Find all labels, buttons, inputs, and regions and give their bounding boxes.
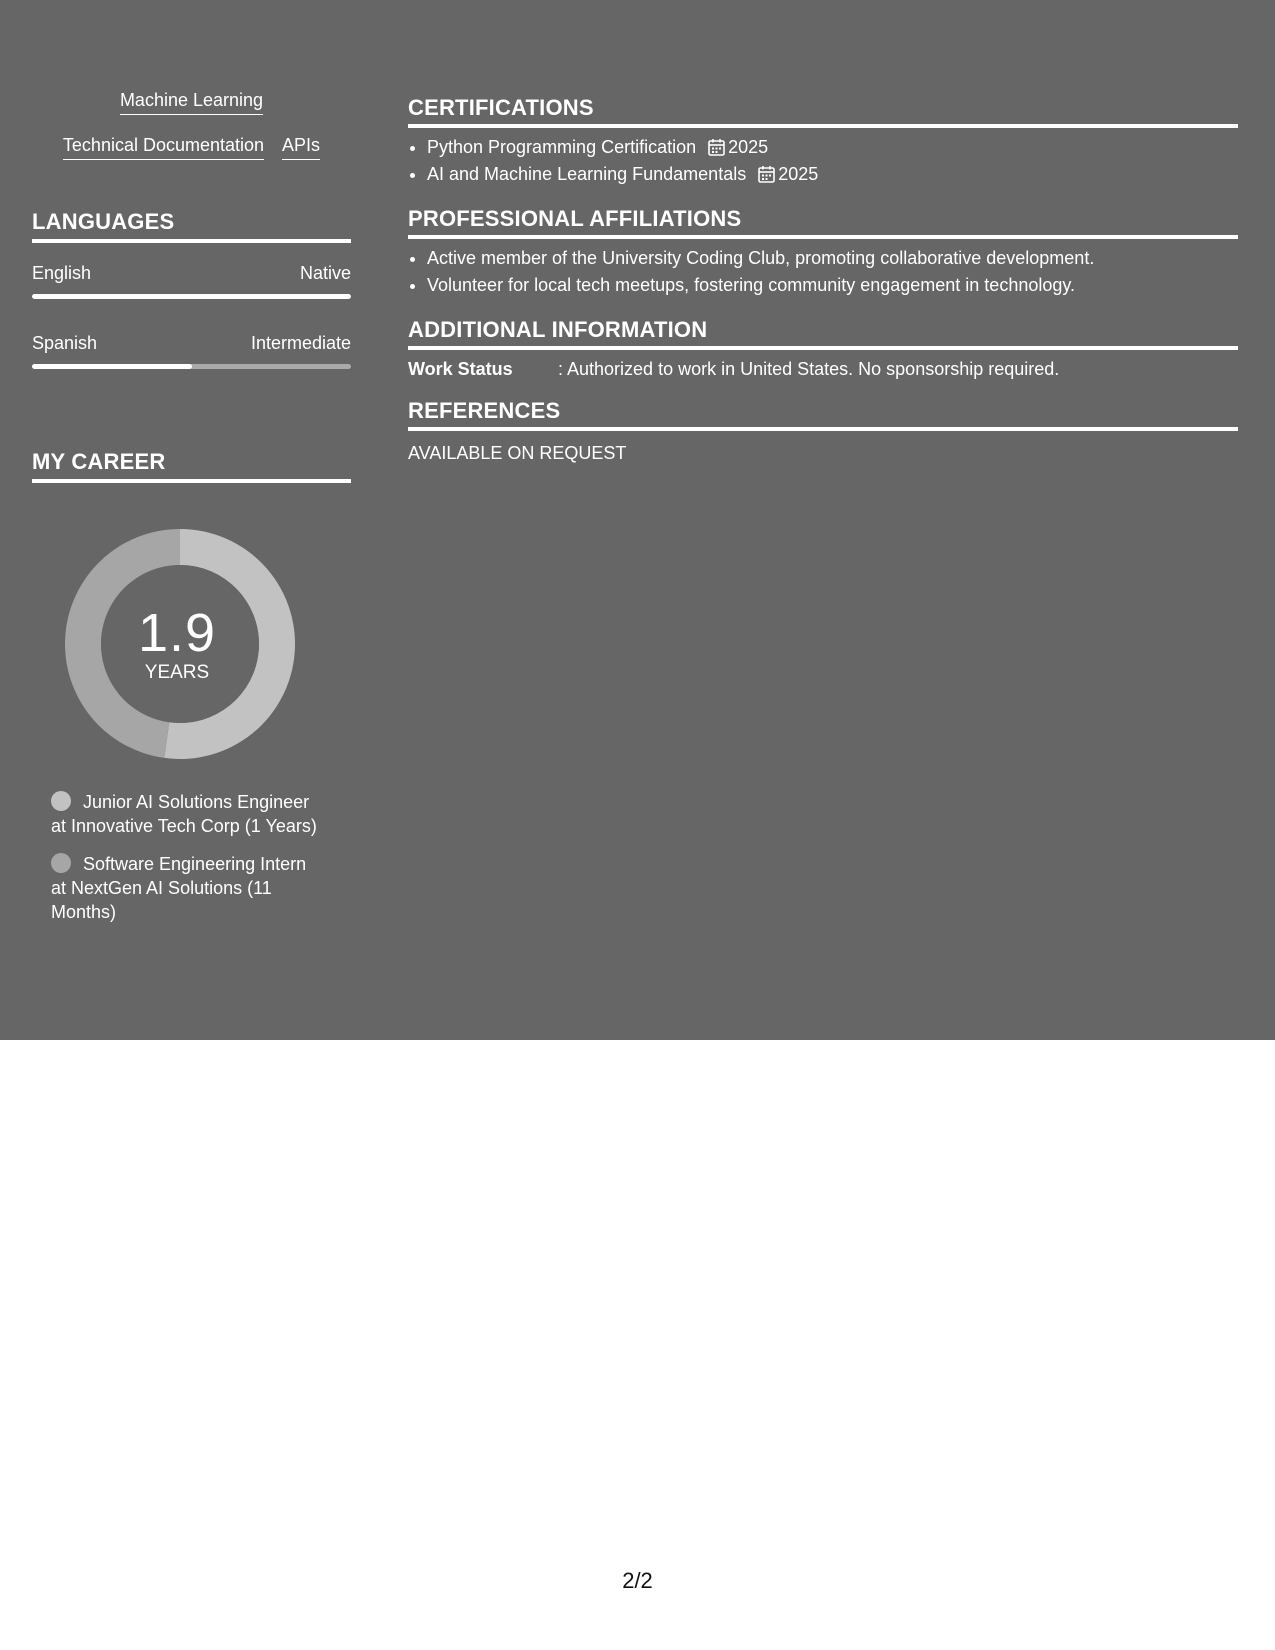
- affiliations-title: PROFESSIONAL AFFILIATIONS: [408, 206, 1238, 239]
- language-bar: [32, 294, 351, 299]
- language-bar-fill: [32, 364, 192, 369]
- additional-info-title: ADDITIONAL INFORMATION: [408, 317, 1238, 350]
- affiliations-list: [408, 245, 1238, 299]
- skill-row: [32, 86, 351, 115]
- references-section: [408, 398, 1238, 466]
- certification-name: Python Programming Certification: [427, 137, 697, 157]
- affiliations-section: [408, 206, 1238, 299]
- affiliation-item: • Active member of the University Coding Club, promoting collaborative development.: [427, 245, 1238, 272]
- languages-title: LANGUAGES: [32, 209, 351, 243]
- career-total-years: 1.9: [137, 603, 217, 663]
- certification-item: [427, 134, 1238, 161]
- work-status-row: [408, 356, 1238, 382]
- career-section: [32, 449, 351, 922]
- certification-item: [427, 161, 1238, 188]
- page-number: 2/2: [622, 1568, 653, 1593]
- career-item: [51, 790, 326, 838]
- certifications-title: CERTIFICATIONS: [408, 95, 1238, 128]
- languages-section: [32, 209, 351, 369]
- affiliation-item: • Volunteer for local tech meetups, fostering community engagement in technology.: [427, 272, 1238, 299]
- language-name: Spanish: [32, 333, 98, 353]
- career-legend-dot: [51, 853, 71, 873]
- career-item: [51, 852, 326, 924]
- career-item-text: Junior AI Solutions Engineer at Innovative Tech Corp (1 Years): [51, 792, 317, 836]
- work-status-label: Work Status: [408, 359, 513, 379]
- skill-tag: APIs: [282, 131, 320, 160]
- language-level: Intermediate: [250, 333, 351, 353]
- career-title: MY CAREER: [32, 449, 351, 483]
- references-text: AVAILABLE ON REQUEST: [408, 443, 627, 463]
- skill-row: [32, 131, 351, 160]
- career-donut: [65, 529, 295, 759]
- certifications-section: [408, 95, 1238, 188]
- language-bar-fill: [32, 294, 351, 299]
- language-item: [32, 331, 351, 369]
- language-name: English: [32, 263, 92, 283]
- skills-cloud: [32, 86, 351, 176]
- skill-tag: Technical Documentation: [63, 131, 264, 160]
- language-level: Native: [299, 263, 351, 283]
- references-title: REFERENCES: [408, 398, 1238, 431]
- certification-name: AI and Machine Learning Fundamentals: [427, 164, 747, 184]
- certifications-list: [408, 134, 1238, 188]
- career-list: [51, 790, 326, 938]
- skill-tag: Machine Learning: [120, 86, 263, 115]
- calendar-icon: [708, 138, 725, 156]
- language-item: [32, 261, 351, 299]
- additional-info-section: [408, 317, 1238, 382]
- work-status-value: : Authorized to work in United States. No sponsorship required.: [558, 359, 1060, 379]
- career-legend-dot: [51, 791, 71, 811]
- career-item-text: Software Engineering Intern at NextGen AI Solutions (11 Months): [51, 854, 307, 922]
- career-years-unit: YEARS: [144, 662, 210, 683]
- calendar-icon: [758, 165, 775, 183]
- certification-year: 2025: [728, 137, 769, 157]
- language-bar: [32, 364, 351, 369]
- certification-year: 2025: [778, 164, 819, 184]
